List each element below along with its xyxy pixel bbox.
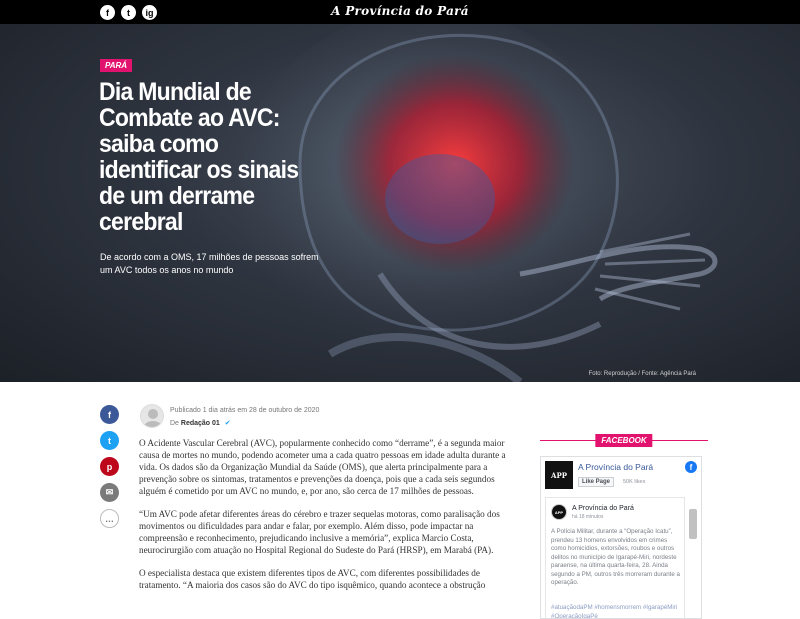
user-icon (141, 405, 164, 428)
post-time[interactable]: há 18 minutos (572, 514, 604, 520)
hero-banner (0, 24, 800, 382)
section-title: FACEBOOK (595, 434, 652, 447)
sidebar-section-label (540, 434, 708, 446)
author-line (170, 419, 231, 427)
share-facebook-icon[interactable]: f (100, 405, 119, 424)
fb-likes-count: 50K likes (623, 479, 646, 485)
share-email-icon[interactable]: ✉ (100, 483, 119, 502)
category-tag[interactable]: PARÁ (100, 59, 132, 72)
by-label: De (170, 420, 179, 427)
article-body (139, 437, 515, 602)
post-avatar[interactable]: APP (551, 504, 567, 520)
post-text: A Polícia Militar, durante a “Operação Icatu”, prendeu 13 homens envolvidos em crimes como homicídios, extorsões, roubos e outros delitos no município de Igarapé-Miri, nordeste paraense, na última quarta-feira, 28. Ainda segundo a PM, outros três morreram durante a operação. (551, 528, 680, 586)
fb-page-name[interactable]: A Província do Pará (578, 462, 654, 472)
publish-date: Publicado 1 dia atrás em 28 de outubro de 2020 (170, 407, 320, 414)
fb-page-logo[interactable]: APP (545, 461, 573, 489)
article-subtitle: De acordo com a OMS, 17 milhões de pessoas sofrem um AVC todos os anos no mundo (100, 252, 319, 275)
article-paragraph: O especialista destaca que existem diferentes tipos de AVC, com diferentes possibilidades de tratamento. “A maioria dos casos são do AVC do tipo isquêmico, quando acontece a obstrução (139, 568, 486, 590)
twitter-icon[interactable]: t (121, 5, 136, 20)
article-headline: Dia Mundial de Combate ao AVC: saiba como identificar os sinais de um derrame cerebral (99, 78, 299, 236)
fb-page-header (541, 457, 701, 495)
share-twitter-icon[interactable]: t (100, 431, 119, 450)
like-page-button[interactable]: Like Page (578, 477, 614, 487)
post-hashtags[interactable]: #atuaçãodaPM #homensmorrem #IgarapéMiri #OperaçãoIgaPé (551, 604, 678, 619)
article-paragraph: “Um AVC pode afetar diferentes áreas do cérebro e trazer sequelas motoras, como paralisação dos movimentos ou dificuldades para andar e falar, por exemplo. Além disso, pode impactar na compreensão e reconhecimento, prejudicando inclusive a memória”, explica Marcio Costa, neurocirurgião com atuação no Hospital Regional do Sudeste do Pará (HRSP), em Marabá (PA). (139, 509, 500, 555)
facebook-logo-icon[interactable]: f (685, 461, 697, 473)
instagram-icon[interactable]: ig (142, 5, 157, 20)
share-pinterest-icon[interactable]: p (100, 457, 119, 476)
facebook-widget (540, 456, 702, 619)
fb-scrollbar[interactable] (689, 509, 697, 539)
fb-post (545, 497, 685, 619)
author-avatar[interactable] (140, 404, 164, 428)
post-author[interactable]: A Província do Pará (572, 505, 634, 512)
facebook-icon[interactable]: f (100, 5, 115, 20)
top-bar (0, 0, 800, 24)
article-paragraph: O Acidente Vascular Cerebral (AVC), popularmente conhecido como “derrame”, é a segunda maior causa de mortes no mundo, podendo acometer uma a cada quatro pessoas em idade adulta durante a vida. Os dados são da Organização Mundial da Saúde (OMS), que alerta principalmente para a prevenção sobre os sintomas, tratamentos e prevenções da doença, pois que a cada seis segundos alguém é cometido por um AVC no mundo, e, por ano, são cerca de 17 milhões de pessoas. (139, 438, 506, 496)
author-twitter-icon[interactable]: ✔ (224, 420, 231, 427)
photo-credit: Foto: Reprodução / Fonte: Agência Pará (588, 371, 696, 377)
share-column (100, 405, 119, 528)
comment-icon[interactable]: … (100, 509, 119, 528)
site-logo[interactable]: A Província do Pará (331, 4, 469, 18)
author-name[interactable]: Redação 01 (180, 420, 220, 427)
